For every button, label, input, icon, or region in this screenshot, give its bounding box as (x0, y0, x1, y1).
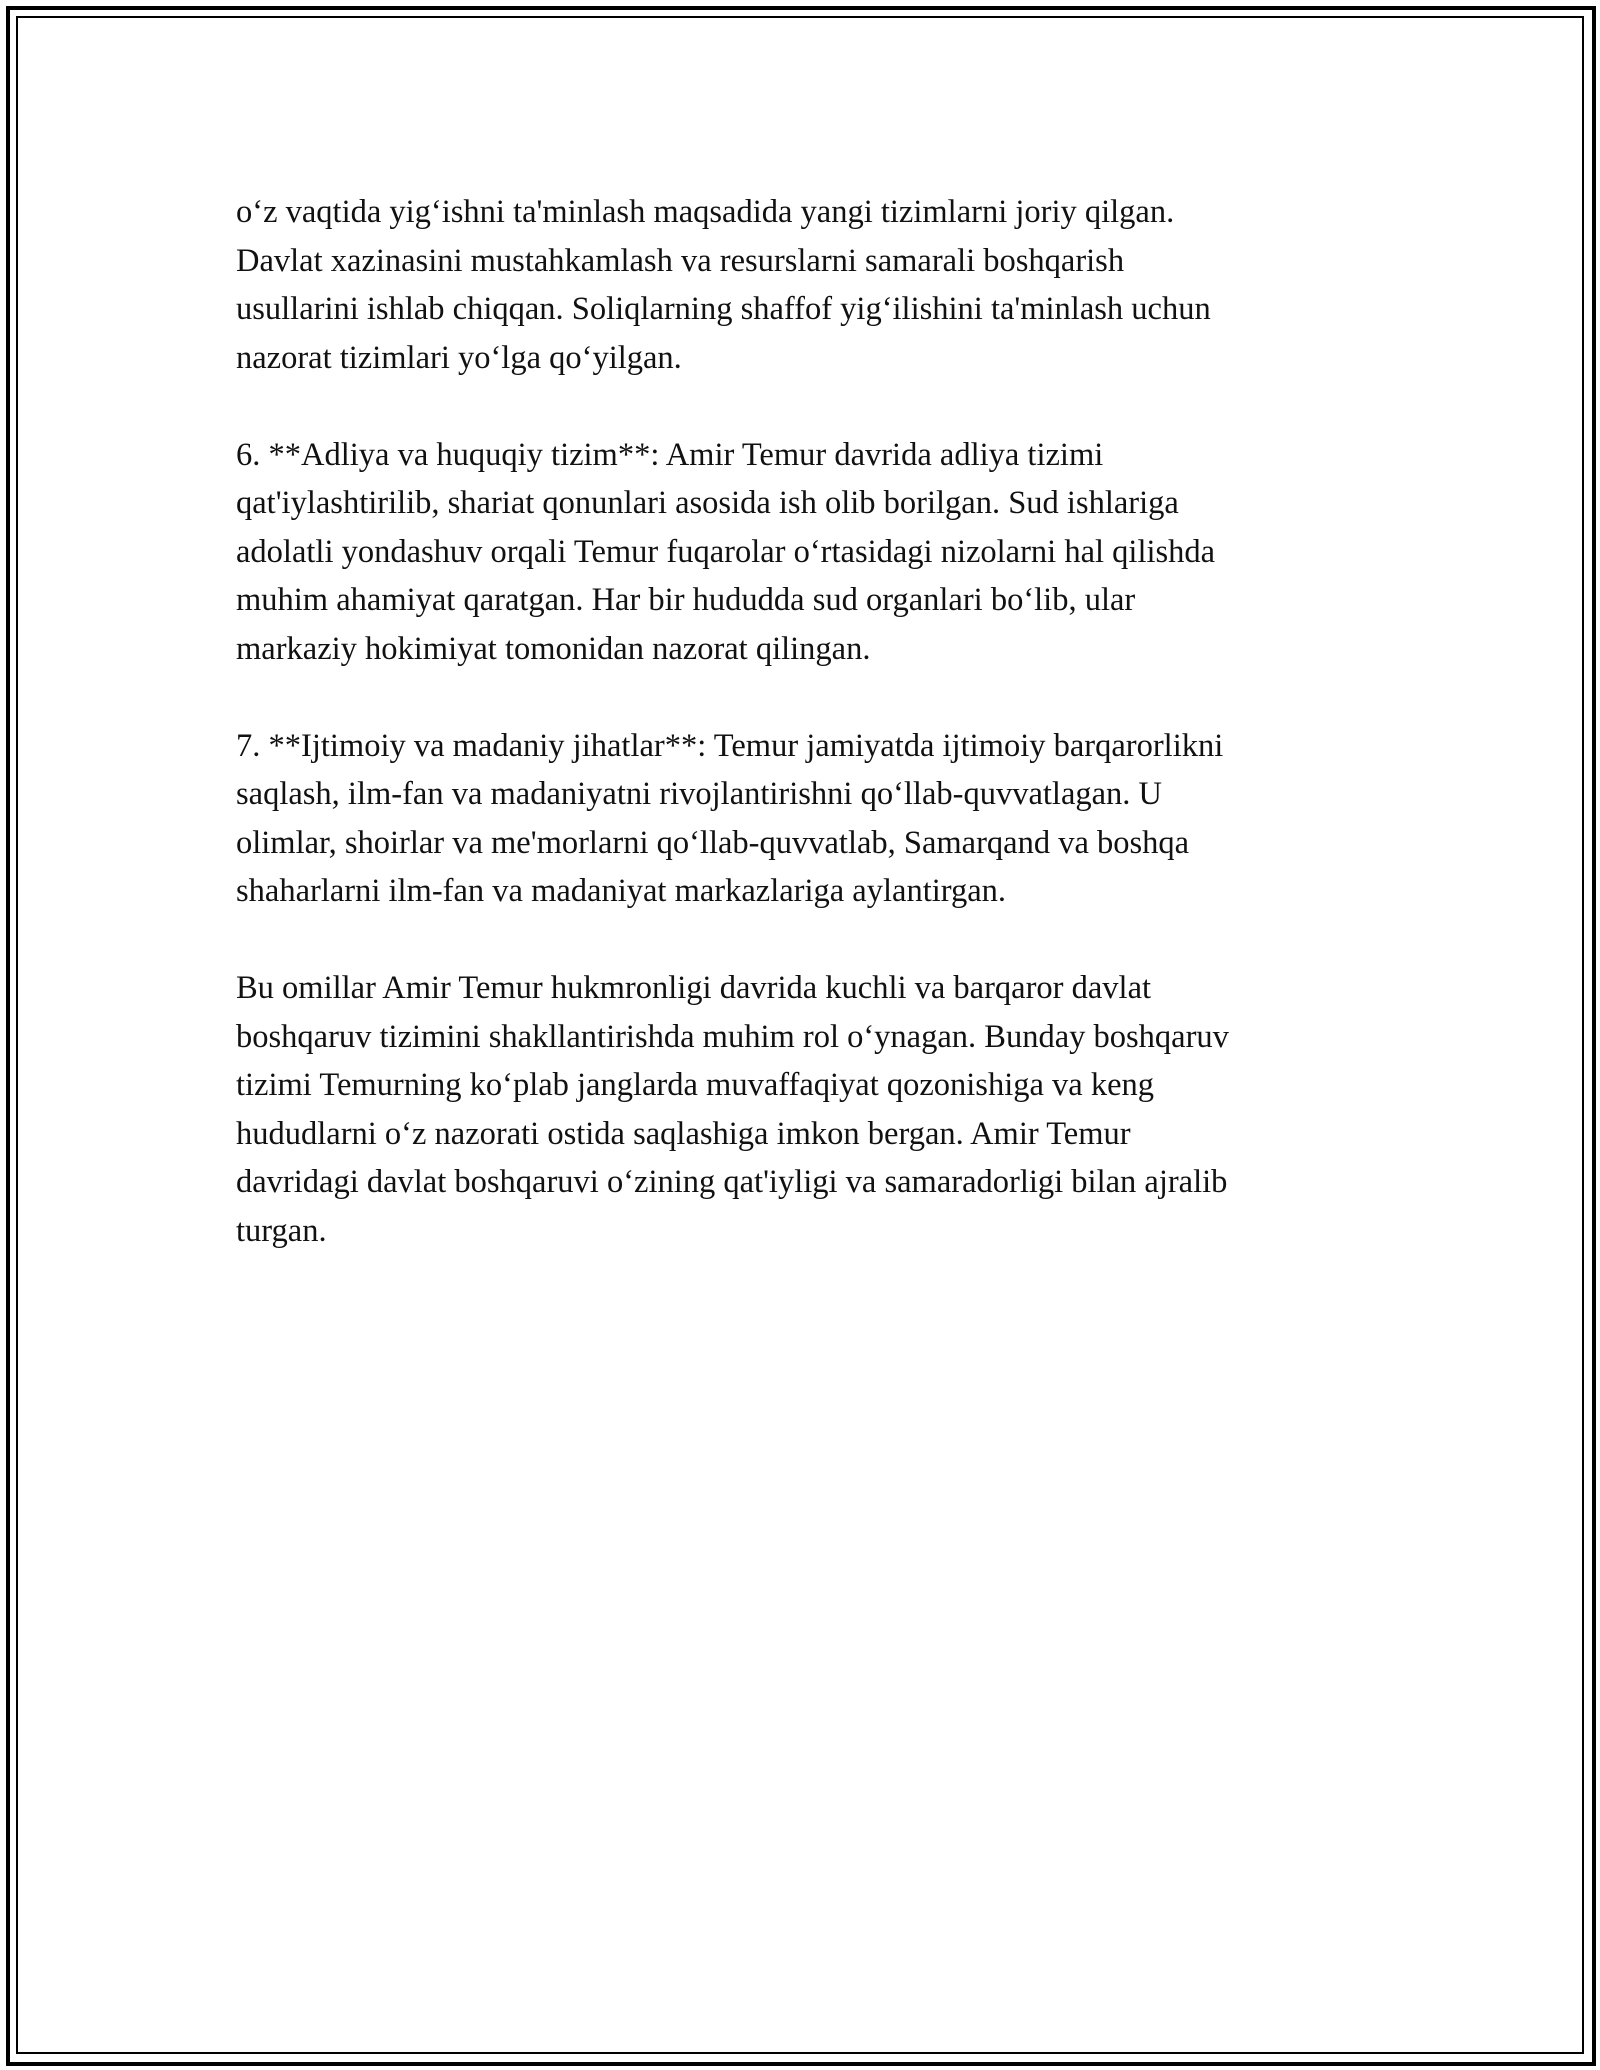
document-body (236, 188, 1366, 1304)
paragraph-justice-system: 6. **Adliya va huquqiy tizim**: Amir Temur davrida adliya tizimi qat'iylashtirilib, shariat qonunlari asosida ish olib borilgan. Sud ishlariga adolatli yondashuv orqali Temur fuqarolar o‘rtasidagi nizolarni hal qilishda muhim ahamiyat qaratgan. Har bir hududda sud organlari bo‘lib, ular markaziy hokimiyat tomonidan nazorat qilingan. (236, 436, 1216, 667)
paragraph-conclusion: Bu omillar Amir Temur hukmronligi davrida kuchli va barqaror davlat boshqaruv tizimini shakllantirishda muhim rol o‘ynagan. Bunday boshqaruv tizimi Temurning ko‘plab janglarda muvaffaqiyat qozonishiga va keng hududlarni o‘z nazorati ostida saqlashiga imkon bergan. Amir Temur davridagi davlat boshqaruvi o‘zining qat'iyligi va samaradorligi bilan ajralib turgan. (236, 970, 1229, 1249)
paragraph-social-cultural: 7. **Ijtimoiy va madaniy jihatlar**: Temur jamiyatda ijtimoiy barqarorlikni saqlash, ilm-fan va madaniyatni rivojlantirishni qo‘llab-quvvatlagan. U olimlar, shoirlar va me'morlarni qo‘llab-quvvatlab, Samarqand va boshqa shaharlarni ilm-fan va madaniyat markazlariga aylantirgan. (236, 727, 1224, 909)
paragraph-tax-collection: o‘z vaqtida yig‘ishni ta'minlash maqsadida yangi tizimlarni joriy qilgan. Davlat xazinasini mustahkamlash va resurslarni samarali boshqarish usullarini ishlab chiqqan. Soliqlarning shaffof yig‘ilishini ta'minlash uchun nazorat tizimlari yo‘lga qo‘yilgan. (236, 194, 1211, 376)
